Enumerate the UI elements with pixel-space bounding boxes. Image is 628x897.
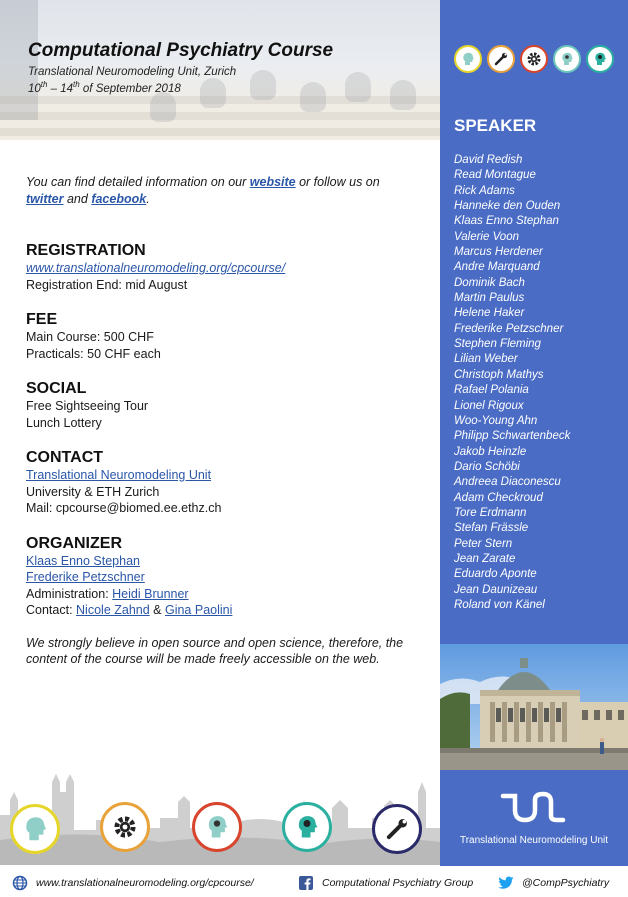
twitter-link[interactable]: twitter bbox=[26, 191, 64, 206]
head-brain-icon bbox=[553, 45, 581, 73]
speaker-name: Frederike Petzschner bbox=[454, 322, 564, 335]
speaker-name: Dario Schöbi bbox=[454, 460, 520, 473]
twitter-icon bbox=[498, 875, 514, 891]
speaker-name: Lilian Weber bbox=[454, 353, 518, 366]
wrench-icon bbox=[384, 816, 410, 842]
tnu-logo bbox=[440, 790, 628, 846]
social-item: Lunch Lottery bbox=[26, 415, 102, 430]
tnu-logo-label: Translational Neuromodeling Unit bbox=[459, 835, 609, 846]
registration-url-link[interactable]: www.translationalneuromodeling.org/cpcourse/ bbox=[26, 261, 286, 275]
tnu-logo-mark-icon bbox=[499, 790, 569, 826]
head-gear-icon bbox=[293, 813, 321, 841]
footer-twitter[interactable] bbox=[498, 875, 609, 891]
skyline-head-badge bbox=[10, 804, 60, 854]
contact-affiliation: University & ETH Zurich bbox=[26, 484, 160, 499]
speaker-name: Andre Marquand bbox=[454, 261, 540, 274]
organizer-section bbox=[26, 534, 416, 619]
contact-link-paolini[interactable]: Gina Paolini bbox=[164, 603, 233, 617]
skyline-head-gear-badge bbox=[282, 802, 332, 852]
skyline-head-brain-badge bbox=[192, 802, 242, 852]
contact-section bbox=[26, 448, 416, 517]
speaker-name: Roland von Känel bbox=[454, 598, 545, 611]
organizer-heading: ORGANIZER bbox=[26, 534, 122, 552]
gear-icon bbox=[112, 814, 138, 840]
speaker-name: Adam Checkroud bbox=[454, 491, 543, 504]
speaker-name: Helene Haker bbox=[454, 307, 525, 320]
registration-section bbox=[26, 241, 416, 293]
fee-main: Main Course: 500 CHF bbox=[26, 330, 154, 344]
speaker-name: Rafael Polania bbox=[454, 384, 529, 397]
speaker-name: Peter Stern bbox=[454, 537, 513, 550]
speaker-heading: SPEAKER bbox=[454, 116, 537, 135]
main-content bbox=[26, 174, 416, 668]
eth-building-photo bbox=[440, 644, 628, 770]
head-gear-icon bbox=[586, 45, 614, 73]
speaker-name: Jakob Heinzle bbox=[454, 445, 527, 458]
speaker-name: Jean Daunizeau bbox=[454, 583, 538, 596]
speaker-name: Jean Zarate bbox=[454, 552, 516, 565]
speaker-name: Tore Erdmann bbox=[454, 506, 527, 519]
registration-end: Registration End: mid August bbox=[26, 277, 188, 292]
fee-practicals: Practicals: 50 CHF each bbox=[26, 346, 161, 361]
header-banner bbox=[0, 0, 440, 140]
footer bbox=[0, 866, 628, 897]
speaker-name: Marcus Herdener bbox=[454, 246, 543, 259]
website-link[interactable]: website bbox=[249, 175, 296, 189]
head-icon bbox=[454, 45, 482, 73]
speaker-name: Stephen Fleming bbox=[454, 338, 541, 351]
speaker-name: Andreea Diaconescu bbox=[454, 476, 561, 489]
speaker-name: Hanneke den Ouden bbox=[454, 200, 561, 213]
badge-row bbox=[454, 45, 614, 73]
speaker-name: Valerie Voon bbox=[454, 230, 519, 243]
contact-heading: CONTACT bbox=[26, 449, 104, 466]
speaker-name: Christoph Mathys bbox=[454, 368, 544, 381]
footer-facebook[interactable] bbox=[298, 875, 473, 891]
head-icon bbox=[20, 814, 50, 844]
facebook-icon bbox=[298, 875, 314, 891]
speaker-name: Dominik Bach bbox=[454, 276, 525, 289]
head-brain-icon bbox=[203, 813, 231, 841]
speaker-name: Woo-Young Ahn bbox=[454, 414, 538, 427]
speaker-name: Lionel Rigoux bbox=[454, 399, 524, 412]
social-section bbox=[26, 379, 416, 431]
contact-mail: Mail: cpcourse@biomed.ee.ethz.ch bbox=[26, 501, 222, 515]
speaker-name: Klaas Enno Stephan bbox=[454, 215, 559, 228]
intro-text: You can find detailed information on our website or follow us on twitter and facebook. bbox=[26, 175, 380, 206]
skyline-wrench-badge bbox=[372, 804, 422, 854]
contact-link-zahnd[interactable]: Nicole Zahnd bbox=[76, 603, 150, 617]
organizer-link-petzschner[interactable]: Frederike Petzschner bbox=[26, 570, 145, 584]
footer-twitter-text: @CompPsychiatry bbox=[522, 877, 610, 889]
footer-website-text: www.translationalneuromodeling.org/cpcourse/ bbox=[36, 877, 254, 889]
skyline-gear-badge bbox=[100, 802, 150, 852]
speaker-name: Read Montague bbox=[454, 169, 536, 182]
gear-icon bbox=[520, 45, 548, 73]
social-item: Free Sightseeing Tour bbox=[26, 399, 149, 413]
speaker-name: Rick Adams bbox=[454, 184, 515, 197]
organizer-administration: Administration: Heidi Brunner bbox=[26, 586, 189, 601]
speaker-name: Philipp Schwartenbeck bbox=[454, 430, 571, 443]
organizer-contact: Contact: Nicole Zahnd & Gina Paolini bbox=[26, 603, 233, 617]
globe-icon bbox=[12, 875, 28, 891]
speaker-sidebar bbox=[440, 0, 628, 897]
facebook-link[interactable]: facebook bbox=[91, 191, 147, 206]
speaker-list bbox=[454, 153, 570, 613]
fee-heading: FEE bbox=[26, 311, 58, 328]
speaker-name: Martin Paulus bbox=[454, 292, 525, 305]
speaker-name: Eduardo Aponte bbox=[454, 568, 537, 581]
course-subtitle: Translational Neuromodeling Unit, Zurich bbox=[28, 66, 237, 78]
footer-facebook-text: Computational Psychiatry Group bbox=[322, 877, 474, 889]
fee-section bbox=[26, 310, 416, 362]
closing-statement: We strongly believe in open source and open science, therefore, the content of the course will be made freely accessible on the web. bbox=[26, 635, 404, 666]
registration-heading: REGISTRATION bbox=[26, 242, 146, 259]
footer-website[interactable] bbox=[12, 875, 254, 891]
course-dates: 10th – 14th of September 2018 bbox=[28, 80, 181, 95]
wrench-icon bbox=[487, 45, 515, 73]
social-heading: SOCIAL bbox=[26, 380, 87, 397]
zurich-skyline bbox=[0, 770, 440, 865]
admin-link-brunner[interactable]: Heidi Brunner bbox=[112, 586, 189, 601]
speaker-name: Stefan Frässle bbox=[454, 522, 529, 535]
speaker-name: David Redish bbox=[454, 154, 523, 166]
organizer-link-stephan[interactable]: Klaas Enno Stephan bbox=[26, 553, 140, 568]
course-title: Computational Psychiatry Course bbox=[28, 40, 334, 61]
contact-unit-link[interactable]: Translational Neuromodeling Unit bbox=[26, 468, 212, 482]
